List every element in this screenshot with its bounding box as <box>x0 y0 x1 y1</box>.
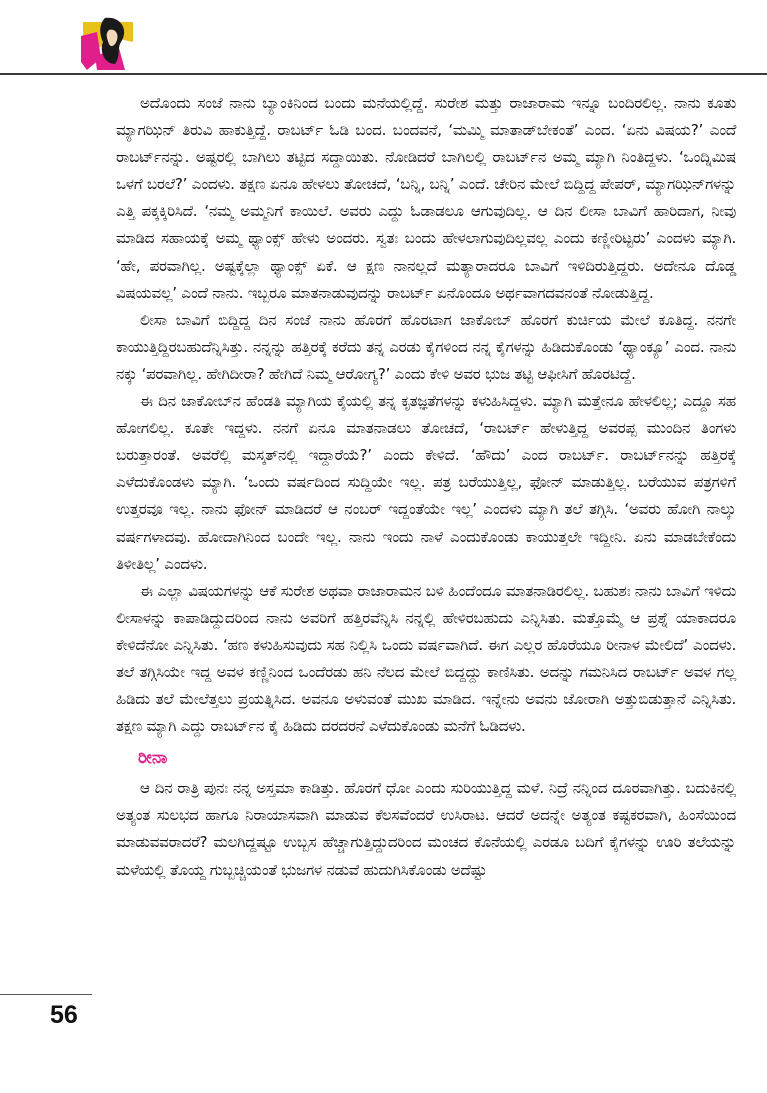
section-heading: ರೀನಾ <box>138 748 168 769</box>
magazine-logo <box>75 12 135 72</box>
paragraph: ಅದೊಂದು ಸಂಜೆ ನಾನು ಬ್ಯಾಂಕಿನಿಂದ ಬಂದು ಮನೆಯಲ್ಲಿದ್ದೆ. ಸುರೇಶ ಮತ್ತು ರಾಜಾರಾಮ ಇನ್ನೂ ಬಂದಿರಲಿಲ್ಲ. ನಾನು ಕೂತು ಮ್ಯಾಗಝಿನ್ ತಿರುವಿ ಹಾಕುತ್ತಿದ್ದೆ. ರಾಬರ್ಟ್ ಓಡಿ ಬಂದ. ಬಂದವನೆ, ‘ಮಮ್ಮಿ ಮಾತಾಡ್‌ಬೇಕಂತೆ’ ಎಂದ. ‘ಏನು ವಿಷಯ?’ ಎಂದೆ ರಾಬರ್ಟ್‌ನನ್ನು. ಅಷ್ಟರಲ್ಲಿ ಬಾಗಿಲು ತಟ್ಟಿದ ಸದ್ದಾಯಿತು. ನೋಡಿದರೆ ಬಾಗಿಲಲ್ಲಿ ರಾಬರ್ಟ್‌ನ ಅಮ್ಮ ಮ್ಯಾಗಿ ನಿಂತಿದ್ದಳು. ‘ಒಂದ್ನಿಮಿಷ ಒಳಗೆ ಬರಲೆ?’ ಎಂದಳು. ತಕ್ಷಣ ಏನೂ ಹೇಳಲು ತೋಚದೆ, ‘ಬನ್ನಿ, ಬನ್ನಿ’ ಎಂದೆ. ಚೇರಿನ ಮೇಲೆ ಬಿದ್ದಿದ್ದ ಪೇಪರ್, ಮ್ಯಾಗಝಿನ್‌ಗಳನ್ನು ಎತ್ತಿ ಪಕ್ಕಕ್ಕಿರಿಸಿದೆ. ‘ನಮ್ಮ ಅಮ್ಮನಿಗೆ ಕಾಯಿಲೆ. ಅವರು ಎದ್ದು ಓಡಾಡಲೂ ಆಗುವುದಿಲ್ಲ. ಆ ದಿನ ಲೀಸಾ ಬಾವಿಗೆ ಹಾರಿದಾಗ, ನೀವು ಮಾಡಿದ ಸಹಾಯಕ್ಕೆ ಅಮ್ಮ ಥ್ಯಾಂಕ್ಸ್ ಹೇಳು ಅಂದರು. ಸ್ವತಃ ಬಂದು ಹೇಳಲಾಗುವುದಿಲ್ಲವಲ್ಲ ಎಂದು ಕಣ್ಣೀರಿಟ್ಟರು’ ಎಂದಳು ಮ್ಯಾಗಿ. ‘ಹೇ, ಪರವಾಗಿಲ್ಲ. ಅಷ್ಟಕ್ಕೆಲ್ಲಾ ಥ್ಯಾಂಕ್ಸ್ ಏಕೆ. ಆ ಕ್ಷಣ ನಾನಲ್ಲದೆ ಮತ್ಯಾರಾದರೂ ಬಾವಿಗೆ ಇಳಿದಿರುತ್ತಿದ್ದರು. ಅದೇನೂ ದೊಡ್ಡ ವಿಷಯವಲ್ಲ’ ಎಂದೆ ನಾನು. ಇಬ್ಬರೂ ಮಾತನಾಡುವುದನ್ನು ರಾಬರ್ಟ್ ಏನೊಂದೂ ಅರ್ಥವಾಗದವನಂತೆ ನೋಡುತ್ತಿದ್ದ. <box>116 94 736 302</box>
paragraph: ಆ ದಿನ ರಾತ್ರಿ ಪುನಃ ನನ್ನ ಅಸ್ತಮಾ ಕಾಡಿತ್ತು. ಹೊರಗೆ ಧೋ ಎಂದು ಸುರಿಯುತ್ತಿದ್ದ ಮಳೆ. ನಿದ್ರೆ ನನ್ನಿಂದ ದೂರವಾಗಿತ್ತು. ಬದುಕಿನಲ್ಲಿ ಅತ್ಯಂತ ಸುಲಭದ ಹಾಗೂ ನಿರಾಯಾಸವಾಗಿ ಮಾಡುವ ಕೆಲಸವೆಂದರೆ ಉಸಿರಾಟ. ಆದರೆ ಅದನ್ನೇ ಅತ್ಯಂತ ಕಷ್ಟಕರವಾಗಿ, ಹಿಂಸೆಯಿಂದ ಮಾಡುವವರಾದರೆ? ಮಲಗಿದ್ದಷ್ಟೂ ಉಬ್ಬಸ ಹೆಚ್ಚಾಗುತ್ತಿದ್ದುದರಿಂದ ಮಂಚದ ಕೊನೆಯಲ್ಲಿ ಎರಡೂ ಬದಿಗೆ ಕೈಗಳನ್ನು ಊರಿ ತಲೆಯನ್ನು ಮಳೆಯಲ್ಲಿ ತೊಯ್ದ ಗುಬ್ಬಚ್ಚಿಯಂತೆ ಭುಜಗಳ ನಡುವೆ ಹುದುಗಿಸಿಕೊಂಡು ಅದೆಷ್ಟು <box>116 779 736 879</box>
footer-rule <box>0 994 92 995</box>
page-number: 56 <box>50 1001 78 1029</box>
page-body <box>116 90 736 884</box>
paragraph: ಈ ದಿನ ಜಾಕೋಬ್‌ನ ಹೆಂಡತಿ ಮ್ಯಾಗಿಯ ಕೈಯಲ್ಲಿ ತನ್ನ ಕೃತಜ್ಞತೆಗಳನ್ನು ಕಳುಹಿಸಿದ್ದಳು. ಮ್ಯಾಗಿ ಮತ್ತೇನೂ ಹೇಳಲಿಲ್ಲ; ಎದ್ದೂ ಸಹ ಹೋಗಲಿಲ್ಲ. ಕೂತೇ ಇದ್ದಳು. ನನಗೆ ಏನೂ ಮಾತನಾಡಲು ತೋಚದೆ, ‘ರಾಬರ್ಟ್ ಹೇಳುತ್ತಿದ್ದ ಅವರಪ್ಪ ಮುಂದಿನ ತಿಂಗಳು ಬರುತ್ತಾರಂತೆ. ಅವರೆಲ್ಲಿ ಮಸ್ಕತ್‌ನಲ್ಲಿ ಇದ್ದಾರೆಯೆ?’ ಎಂದು ಕೇಳಿದೆ. ‘ಹೌದು’ ಎಂದ ರಾಬರ್ಟ್. ರಾಬರ್ಟ್‌ನನ್ನು ಹತ್ತಿರಕ್ಕೆ ಎಳೆದುಕೊಂಡಳು ಮ್ಯಾಗಿ. ‘ಒಂದು ವರ್ಷದಿಂದ ಸುದ್ದಿಯೇ ಇಲ್ಲ. ಪತ್ರ ಬರೆಯುತ್ತಿಲ್ಲ, ಫೋನ್ ಮಾಡುತ್ತಿಲ್ಲ. ಬರೆಯುವ ಪತ್ರಗಳಿಗೆ ಉತ್ತರವೂ ಇಲ್ಲ. ನಾನು ಫೋನ್ ಮಾಡಿದರೆ ಆ ನಂಬರ್ ಇದ್ದಂತೆಯೇ ಇಲ್ಲ’ ಎಂದಳು ಮ್ಯಾಗಿ ತಲೆ ತಗ್ಗಿಸಿ. ‘ಅವರು ಹೋಗಿ ನಾಲ್ಕು ವರ್ಷಗಳಾದವು. ಹೋದಾಗಿನಿಂದ ಬಂದೇ ಇಲ್ಲ. ನಾನು ಇಂದು ನಾಳೆ ಎಂದುಕೊಂಡು ಕಾಯುತ್ತಲೇ ಇದ್ದೀನಿ. ಏನು ಮಾಡಬೇಕೆಂದು ತಿಳೀತಿಲ್ಲ’ ಎಂದಳು. <box>116 392 736 573</box>
paragraph: ಈ ಎಲ್ಲಾ ವಿಷಯಗಳನ್ನು ಆಕೆ ಸುರೇಶ ಅಥವಾ ರಾಜಾರಾಮನ ಬಳಿ ಹಿಂದೆಂದೂ ಮಾತನಾಡಿರಲಿಲ್ಲ. ಬಹುಶಃ ನಾನು ಬಾವಿಗೆ ಇಳಿದು ಲೀಸಾಳನ್ನು ಕಾಪಾಡಿದ್ದುದರಿಂದ ನಾನು ಅವರಿಗೆ ಹತ್ತಿರವೆನ್ನಿಸಿ ನನ್ನಲ್ಲಿ ಹೇಳಿರಬಹುದು ಎನ್ನಿಸಿತು. ಮತ್ತೊಮ್ಮೆ ಆ ಪ್ರಶ್ನೆ ಯಾಕಾದರೂ ಕೇಳಿದೆನೋ ಎನ್ನಿಸಿತು. ‘ಹಣ ಕಳುಹಿಸುವುದು ಸಹ ನಿಲ್ಲಿಸಿ ಒಂದು ವರ್ಷವಾಗಿದೆ. ಈಗ ಎಲ್ಲರ ಹೊರೆಯೂ ರೀನಾಳ ಮೇಲಿದೆ’ ಎಂದಳು. ತಲೆ ತಗ್ಗಿಸಿಯೇ ಇದ್ದ ಅವಳ ಕಣ್ಣಿನಿಂದ ಒಂದೆರಡು ಹನಿ ನೆಲದ ಮೇಲೆ ಬಿದ್ದದ್ದು ಕಾಣಿಸಿತು. ಅದನ್ನು ಗಮನಿಸಿದ ರಾಬರ್ಟ್ ಅವಳ ಗಲ್ಲ ಹಿಡಿದು ತಲೆ ಮೇಲೆತ್ತಲು ಪ್ರಯತ್ನಿಸಿದ. ಅವನೂ ಅಳುವಂತೆ ಮುಖ ಮಾಡಿದ. ಇನ್ನೇನು ಅವನು ಜೋರಾಗಿ ಅತ್ತುಬಿಡುತ್ತಾನೆ ಎನ್ನಿಸಿತು. ತಕ್ಷಣ ಮ್ಯಾಗಿ ಎದ್ದು ರಾಬರ್ಟ್‌ನ ಕೈ ಹಿಡಿದು ದರದರನೆ ಎಳೆದುಕೊಂಡು ಮನೆಗೆ ಓಡಿದಳು. <box>116 581 736 736</box>
header-rule <box>0 73 767 75</box>
paragraph: ಲೀಸಾ ಬಾವಿಗೆ ಬಿದ್ದಿದ್ದ ದಿನ ಸಂಜೆ ನಾನು ಹೊರಗೆ ಹೊರಟಾಗ ಜಾಕೋಬ್ ಹೊರಗೆ ಕುರ್ಚಿಯ ಮೇಲೆ ಕೂತಿದ್ದ. ನನಗೇ ಕಾಯುತ್ತಿದ್ದಿರಬಹುದೆನ್ನಿಸಿತ್ತು. ನನ್ನನ್ನು ಹತ್ತಿರಕ್ಕೆ ಕರೆದು ತನ್ನ ಎರಡು ಕೈಗಳಿಂದ ನನ್ನ ಕೈಗಳನ್ನು ಹಿಡಿದುಕೊಂಡು ‘ಥ್ಯಾಂಕ್ಯೂ’ ಎಂದ. ನಾನು ನಕ್ಕು ‘ಪರವಾಗಿಲ್ಲ. ಹೇಗಿದೀರಾ? ಹೇಗಿದೆ ನಿಮ್ಮ ಆರೋಗ್ಯ?’ ಎಂದು ಕೇಳಿ ಅವರ ಭುಜ ತಟ್ಟಿ ಆಫೀಸಿಗೆ ಹೊರಟಿದ್ದೆ. <box>116 310 736 383</box>
